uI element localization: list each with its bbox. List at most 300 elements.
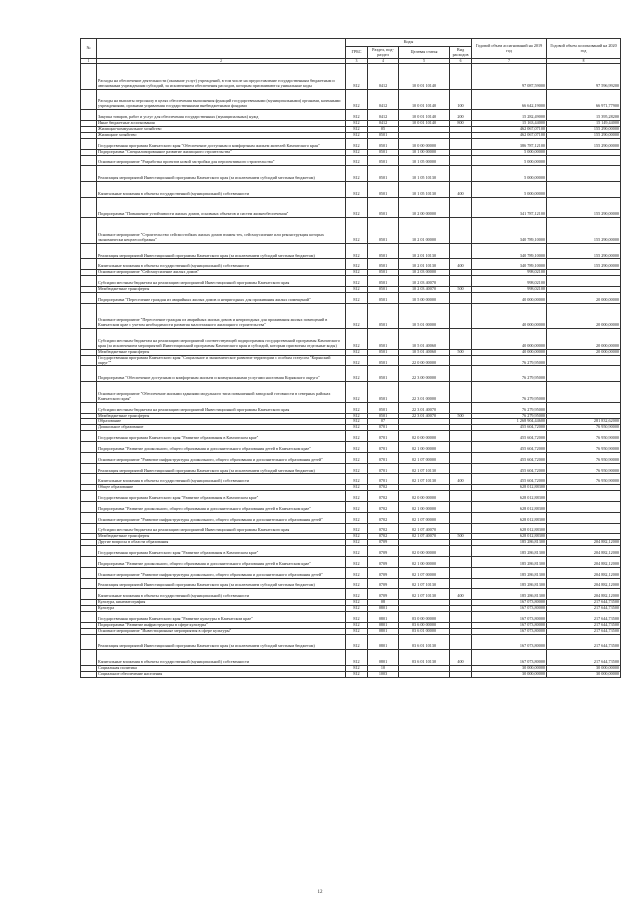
amount-2019-cell: 5 000,00000 [472, 166, 547, 182]
row-name-cell: Закупка товаров, работ и услуг для обеспечения государственных (муниципальных) нужд [97, 110, 346, 121]
target-article-cell [399, 671, 450, 677]
razdel-cell: 0501 [368, 259, 399, 270]
amount-2019-cell: 76 279,95000 [472, 355, 547, 366]
grbs-cell: 812 [346, 155, 368, 166]
expense-type-cell [450, 578, 472, 589]
grbs-cell: 812 [346, 452, 368, 463]
row-name-cell: Субсидии местным бюджетам на реализацию мероприятий соответствующей подпрограммы государственной программы Камчатского края (за исключением мероприятий Инвестиционной программы Камчатского края и субсидий, которым присвоены отдельные коды) [97, 329, 346, 350]
amount-2019-cell: 340 789,10000 [472, 218, 547, 244]
target-article-cell: 10 2 03 40070 [399, 276, 450, 287]
table-row [81, 243, 621, 259]
amount-2019-cell: 30 000,00000 [472, 671, 547, 677]
target-article-cell: 03 6 01 10130 [399, 634, 450, 650]
amount-2020-cell: 204 882,12000 [547, 546, 621, 557]
target-article-cell: 10 2 03 00000 [399, 270, 450, 276]
header-expense-type: Вид расходов [450, 47, 472, 59]
razdel-cell: 0501 [368, 286, 399, 292]
table-row [81, 431, 621, 442]
amount-2019-cell: 185 286,81300 [472, 546, 547, 557]
table-row [81, 382, 621, 403]
amount-2019-cell: 5 000,00000 [472, 149, 547, 155]
amount-2019-cell: 998,02100 [472, 276, 547, 287]
grbs-cell: 812 [346, 243, 368, 259]
table-row [81, 589, 621, 600]
budget-document-page [80, 38, 620, 678]
amount-2019-cell: 998,02100 [472, 286, 547, 292]
row-number-cell [81, 650, 97, 666]
target-article-cell: 02 1 00 00000 [399, 442, 450, 453]
table-row [81, 138, 621, 149]
amount-2020-cell [547, 355, 621, 366]
target-article-cell: 10 2 01 10130 [399, 243, 450, 259]
row-name-cell: Основное мероприятие "Обеспечение жилыми зданиями модульного типа повышенной заводской готовности в северных районах Камчатского края" [97, 382, 346, 403]
grbs-cell: 812 [346, 665, 368, 671]
expense-type-cell [450, 382, 472, 403]
column-index: 6 [450, 59, 472, 64]
table-row [81, 556, 621, 567]
amount-2020-cell: 15 395,28200 [547, 110, 621, 121]
row-number-cell [81, 501, 97, 512]
table-row [81, 166, 621, 182]
grbs-cell: 812 [346, 534, 368, 540]
table-row [81, 474, 621, 485]
target-article-cell: 02 1 00 00000 [399, 556, 450, 567]
grbs-cell: 812 [346, 292, 368, 303]
row-name-cell: Основное мероприятие "Переселение граждан из аварийных жилых домов и непригодных для проживания жилых помещений в Камчатском крае с учетом необходимости развития малоэтажного жилищного строительства" [97, 303, 346, 329]
target-article-cell: 10 1 05 10130 [399, 182, 450, 198]
row-name-cell: Расходы на выплаты персоналу в целях обеспечения выполнения функций государственными (муниципальными) органами, казенными учреждениями, органами управления государственными внебюджетными фондами [97, 89, 346, 110]
target-article-cell: 03 6 00 00000 [399, 622, 450, 628]
row-number-cell [81, 523, 97, 534]
row-name-cell: Основное мероприятие "Разработка проектов новой застройки для перспективного строительства" [97, 155, 346, 166]
expense-type-cell [450, 355, 472, 366]
amount-2019-cell: 455 604,72000 [472, 463, 547, 474]
target-article-cell: 10 0 00 00000 [399, 138, 450, 149]
amount-2019-cell: 341 787,12100 [472, 197, 547, 218]
row-name-cell: Основное мероприятие "Сейсмоусиление жилых домов" [97, 270, 346, 276]
table-row [81, 512, 621, 523]
amount-2019-cell: 97 087,59000 [472, 64, 547, 90]
amount-2020-cell [547, 382, 621, 403]
amount-2020-cell: 76 950,90000 [547, 474, 621, 485]
row-number-cell [81, 431, 97, 442]
row-name-cell: Основное мероприятие "Строительство сейсмостойких жилых домов взамен тех, сейсмоусиление или реконструкция которых экономически нецелесообразны" [97, 218, 346, 244]
row-name-cell: Подпрограмма "Специализированное развитие жилищного строительства" [97, 149, 346, 155]
amount-2019-cell: 15 163,44000 [472, 121, 547, 127]
row-name-cell: Расходы на обеспечение деятельности (оказание услуг) учреждений, в том числе на предоставление государственным бюджетным и автономным учреждениям субсидий, за исключением обеспечения расходов, которым присваиваются уникальные коды [97, 64, 346, 90]
amount-2020-cell [547, 523, 621, 534]
target-article-cell: 10 0 01 10140 [399, 110, 450, 121]
target-article-cell: 10 0 01 10140 [399, 121, 450, 127]
target-article-cell: 22 3 00 00000 [399, 366, 450, 382]
razdel-cell: 0702 [368, 501, 399, 512]
razdel-cell: 0501 [368, 329, 399, 350]
table-body [81, 64, 621, 678]
table-row [81, 452, 621, 463]
table-row [81, 259, 621, 270]
table-row [81, 501, 621, 512]
row-name-cell: Основное мероприятие "Развитие инфраструктуры дошкольного, общего образования и дополнительного образования детей" [97, 512, 346, 523]
expense-type-cell: 400 [450, 474, 472, 485]
grbs-cell: 812 [346, 121, 368, 127]
amount-2019-cell: 998,02100 [472, 270, 547, 276]
amount-2019-cell: 1 268 904,44600 [472, 419, 547, 425]
row-number-cell [81, 182, 97, 198]
amount-2020-cell: 204 882,12000 [547, 540, 621, 546]
expense-type-cell [450, 523, 472, 534]
amount-2020-cell [547, 182, 621, 198]
row-number-cell [81, 329, 97, 350]
amount-2020-cell: 204 882,12000 [547, 556, 621, 567]
row-name-cell: Основное мероприятие "Развитие инфраструктуры дошкольного, общего образования и дополнительного образования детей" [97, 567, 346, 578]
row-name-cell: Субсидии местным бюджетам на реализацию мероприятий Инвестиционной программы Камчатского края [97, 402, 346, 413]
amount-2019-cell: 76 279,95000 [472, 402, 547, 413]
row-name-cell: Межбюджетные трансферты [97, 413, 346, 419]
target-article-cell: 10 5 01 40060 [399, 349, 450, 355]
amount-2020-cell: 204 882,12000 [547, 589, 621, 600]
target-article-cell: 10 1 05 00000 [399, 155, 450, 166]
expense-type-cell: 400 [450, 182, 472, 198]
grbs-cell: 812 [346, 127, 368, 133]
table-row [81, 89, 621, 110]
grbs-cell: 812 [346, 546, 368, 557]
razdel-cell: 0501 [368, 218, 399, 244]
amount-2019-cell: 15 282,49000 [472, 110, 547, 121]
amount-2019-cell: 167 073,80000 [472, 650, 547, 666]
amount-2020-cell: 66 971,77900 [547, 89, 621, 110]
razdel-cell: 0501 [368, 366, 399, 382]
target-article-cell: 10 5 00 00000 [399, 292, 450, 303]
grbs-cell: 812 [346, 419, 368, 425]
header-razdel: Раздел, под-раздел [368, 47, 399, 59]
amount-2019-cell: 386 787,12100 [472, 138, 547, 149]
grbs-cell: 812 [346, 650, 368, 666]
row-number-cell [81, 138, 97, 149]
razdel-cell: 0709 [368, 578, 399, 589]
row-name-cell: Жилищное хозяйство [97, 132, 346, 138]
row-number-cell [81, 276, 97, 287]
grbs-cell: 812 [346, 540, 368, 546]
target-article-cell: 03 6 01 10130 [399, 650, 450, 666]
target-article-cell: 02 1 07 10130 [399, 474, 450, 485]
amount-2019-cell: 455 604,72000 [472, 425, 547, 431]
expense-type-cell [450, 671, 472, 677]
table-row [81, 197, 621, 218]
row-name-cell: Государственная программа Камчатского края "Развитие образования в Камчатском крае" [97, 431, 346, 442]
amount-2019-cell: 462 067,07100 [472, 127, 547, 133]
expense-type-cell [450, 276, 472, 287]
grbs-cell: 812 [346, 64, 368, 90]
expense-type-cell [450, 501, 472, 512]
header-grbs: ГРБС [346, 47, 368, 59]
row-name-cell: Культура, кинематография [97, 600, 346, 606]
amount-2019-cell: 628 012,88300 [472, 534, 547, 540]
row-name-cell: Реализация мероприятий Инвестиционной программы Камчатского края (за исключением субсидий местным бюджетам) [97, 634, 346, 650]
grbs-cell: 812 [346, 138, 368, 149]
target-article-cell: 02 1 07 10130 [399, 463, 450, 474]
column-index: 3 [346, 59, 368, 64]
row-number-cell [81, 578, 97, 589]
razdel-cell: 0501 [368, 349, 399, 355]
target-article-cell: 10 1 05 10130 [399, 166, 450, 182]
razdel-cell: 0501 [368, 303, 399, 329]
expense-type-cell [450, 556, 472, 567]
target-article-cell: 02 0 00 00000 [399, 546, 450, 557]
target-article-cell: 02 1 07 40070 [399, 523, 450, 534]
grbs-cell: 812 [346, 276, 368, 287]
table-row [81, 546, 621, 557]
grbs-cell: 812 [346, 149, 368, 155]
amount-2019-cell: 167 073,80000 [472, 622, 547, 628]
expense-type-cell: 100 [450, 89, 472, 110]
target-article-cell: 10 0 01 10140 [399, 64, 450, 90]
amount-2019-cell: 167 073,80000 [472, 600, 547, 606]
row-number-cell [81, 218, 97, 244]
header-codes: Коды [346, 39, 472, 47]
amount-2020-cell [547, 155, 621, 166]
grbs-cell: 812 [346, 628, 368, 634]
row-name-cell: Социальная политика [97, 665, 346, 671]
grbs-cell: 812 [346, 132, 368, 138]
grbs-cell: 812 [346, 512, 368, 523]
amount-2019-cell: 5 000,00000 [472, 182, 547, 198]
target-article-cell: 02 1 00 00000 [399, 501, 450, 512]
razdel-cell: 0501 [368, 355, 399, 366]
row-name-cell: Межбюджетные трансферты [97, 534, 346, 540]
table-row [81, 650, 621, 666]
grbs-cell: 812 [346, 197, 368, 218]
row-number-cell [81, 567, 97, 578]
table-row [81, 567, 621, 578]
expense-type-cell [450, 329, 472, 350]
amount-2020-cell: 76 950,90000 [547, 431, 621, 442]
table-row [81, 611, 621, 622]
column-index: 8 [547, 59, 621, 64]
expense-type-cell: 800 [450, 121, 472, 127]
grbs-cell: 812 [346, 259, 368, 270]
amount-2019-cell: 167 073,80000 [472, 611, 547, 622]
amount-2020-cell: 97 596,99200 [547, 64, 621, 90]
row-number-cell [81, 292, 97, 303]
row-number-cell [81, 442, 97, 453]
grbs-cell: 812 [346, 425, 368, 431]
razdel-cell: 0701 [368, 463, 399, 474]
amount-2020-cell: 155 290,00000 [547, 259, 621, 270]
target-article-cell: 02 0 00 00000 [399, 431, 450, 442]
row-name-cell: Подпрограмма "Обеспечение доступным и комфортным жильем и коммунальными услугами населения Корякского округа" [97, 366, 346, 382]
expense-type-cell [450, 546, 472, 557]
amount-2019-cell: 185 286,81300 [472, 578, 547, 589]
row-name-cell: Жилищно-коммунальное хозяйство [97, 127, 346, 133]
amount-2020-cell: 30 000,00000 [547, 671, 621, 677]
row-number-cell [81, 259, 97, 270]
table-row [81, 182, 621, 198]
razdel-cell: 0412 [368, 121, 399, 127]
target-article-cell: 02 1 07 10130 [399, 589, 450, 600]
razdel-cell: 0702 [368, 491, 399, 502]
razdel-cell: 0702 [368, 485, 399, 491]
row-name-cell: Основное мероприятие "Развитие инфраструктуры дошкольного, общего образования и дополнительного образования детей" [97, 452, 346, 463]
row-number-cell [81, 546, 97, 557]
table-row [81, 276, 621, 287]
grbs-cell: 812 [346, 491, 368, 502]
amount-2019-cell: 455 604,72000 [472, 452, 547, 463]
amount-2019-cell: 628 012,88300 [472, 501, 547, 512]
expense-type-cell: 400 [450, 589, 472, 600]
amount-2019-cell: 455 604,72000 [472, 474, 547, 485]
expense-type-cell [450, 155, 472, 166]
grbs-cell: 812 [346, 355, 368, 366]
amount-2019-cell: 185 286,81300 [472, 589, 547, 600]
razdel-cell: 0412 [368, 64, 399, 90]
table-row [81, 110, 621, 121]
target-article-cell: 22 3 01 40070 [399, 402, 450, 413]
row-number-cell [81, 89, 97, 110]
amount-2019-cell: 628 012,88300 [472, 491, 547, 502]
amount-2020-cell: 20 000,00000 [547, 303, 621, 329]
target-article-cell: 22 0 00 00000 [399, 355, 450, 366]
expense-type-cell: 500 [450, 286, 472, 292]
grbs-cell: 812 [346, 89, 368, 110]
amount-2019-cell: 185 286,81300 [472, 567, 547, 578]
row-number-cell [81, 671, 97, 677]
row-name-cell: Субсидии местным бюджетам на реализацию мероприятий Инвестиционной программы Камчатского края [97, 523, 346, 534]
column-index: 2 [97, 59, 346, 64]
grbs-cell: 812 [346, 611, 368, 622]
row-number-cell [81, 611, 97, 622]
razdel-cell: 0501 [368, 138, 399, 149]
razdel-cell: 0501 [368, 182, 399, 198]
target-article-cell: 02 1 07 40070 [399, 534, 450, 540]
razdel-cell: 0501 [368, 155, 399, 166]
razdel-cell: 0701 [368, 442, 399, 453]
expense-type-cell [450, 166, 472, 182]
row-name-cell: Капитальные вложения в объекты государственной (муниципальной) собственности [97, 650, 346, 666]
amount-2019-cell: 30 000,00000 [472, 665, 547, 671]
row-name-cell: Культура [97, 606, 346, 612]
table-row [81, 218, 621, 244]
grbs-cell: 812 [346, 442, 368, 453]
razdel-cell: 0501 [368, 243, 399, 259]
grbs-cell: 812 [346, 431, 368, 442]
expense-type-cell [450, 634, 472, 650]
grbs-cell: 812 [346, 303, 368, 329]
target-article-cell: 02 1 07 00000 [399, 567, 450, 578]
razdel-cell: 0801 [368, 628, 399, 634]
column-index: 7 [472, 59, 547, 64]
target-article-cell: 03 6 01 00000 [399, 628, 450, 634]
expense-type-cell [450, 512, 472, 523]
razdel-cell: 0701 [368, 425, 399, 431]
row-number-cell [81, 64, 97, 90]
razdel-cell: 07 [368, 419, 399, 425]
row-name-cell: Реализация мероприятий Инвестиционной программы Камчатского края (за исключением субсидий местным бюджетам) [97, 166, 346, 182]
razdel-cell: 0501 [368, 413, 399, 419]
table-row [81, 366, 621, 382]
razdel-cell: 0709 [368, 540, 399, 546]
amount-2019-cell: 628 012,88300 [472, 485, 547, 491]
row-number-cell [81, 556, 97, 567]
grbs-cell: 812 [346, 671, 368, 677]
razdel-cell: 10 [368, 665, 399, 671]
table-row [81, 355, 621, 366]
amount-2020-cell: 155 290,00000 [547, 127, 621, 133]
row-number-cell [81, 382, 97, 403]
amount-2019-cell: 340 789,10000 [472, 243, 547, 259]
amount-2020-cell: 76 950,90000 [547, 425, 621, 431]
row-name-cell: Межбюджетные трансферты [97, 349, 346, 355]
amount-2020-cell: 217 644,73500 [547, 606, 621, 612]
target-article-cell: 22 3 01 40070 [399, 413, 450, 419]
expense-type-cell [450, 138, 472, 149]
razdel-cell: 0412 [368, 89, 399, 110]
amount-2020-cell: 155 290,00000 [547, 243, 621, 259]
row-name-cell: Подпрограмма "Повышение устойчивости жилых домов, основных объектов и систем жизнеобеспечения" [97, 197, 346, 218]
razdel-cell: 0709 [368, 567, 399, 578]
amount-2019-cell: 455 604,72000 [472, 431, 547, 442]
row-name-cell: Капитальные вложения в объекты государственной (муниципальной) собственности [97, 589, 346, 600]
amount-2019-cell: 76 279,95000 [472, 366, 547, 382]
row-name-cell: Государственная программа Камчатского края "Развитие образования в Камчатском крае" [97, 491, 346, 502]
razdel-cell: 0801 [368, 634, 399, 650]
table-row [81, 634, 621, 650]
razdel-cell: 08 [368, 600, 399, 606]
row-number-cell [81, 155, 97, 166]
grbs-cell: 812 [346, 218, 368, 244]
grbs-cell: 812 [346, 270, 368, 276]
expense-type-cell: 400 [450, 650, 472, 666]
grbs-cell: 812 [346, 463, 368, 474]
target-article-cell: 10 5 01 00000 [399, 303, 450, 329]
column-index: 5 [399, 59, 450, 64]
row-number-cell [81, 463, 97, 474]
table-row [81, 671, 621, 677]
expense-type-cell: 400 [450, 259, 472, 270]
razdel-cell: 0501 [368, 270, 399, 276]
target-article-cell: 03 0 00 00000 [399, 611, 450, 622]
target-article-cell: 10 1 00 00000 [399, 149, 450, 155]
amount-2020-cell: 20 000,00000 [547, 292, 621, 303]
row-name-cell: Общее образование [97, 485, 346, 491]
amount-2020-cell: 76 950,90000 [547, 452, 621, 463]
row-number-cell [81, 303, 97, 329]
razdel-cell: 0501 [368, 402, 399, 413]
amount-2020-cell: 155 290,00000 [547, 138, 621, 149]
expense-type-cell [450, 197, 472, 218]
row-number-cell [81, 512, 97, 523]
amount-2019-cell: 462 067,07100 [472, 132, 547, 138]
row-number-cell [81, 166, 97, 182]
row-name-cell: Дошкольное образование [97, 425, 346, 431]
row-name-cell: Реализация мероприятий Инвестиционной программы Камчатского края (за исключением субсидий местным бюджетам) [97, 578, 346, 589]
table-row [81, 64, 621, 90]
amount-2019-cell: 167 073,80000 [472, 628, 547, 634]
amount-2019-cell: 66 642,19000 [472, 89, 547, 110]
target-article-cell: 10 5 01 40060 [399, 329, 450, 350]
razdel-cell: 0702 [368, 534, 399, 540]
grbs-cell: 812 [346, 286, 368, 292]
expense-type-cell [450, 292, 472, 303]
expense-type-cell [450, 243, 472, 259]
grbs-cell: 812 [346, 523, 368, 534]
row-name-cell: Основное мероприятие "Инвестиционные мероприятия в сфере культуры" [97, 628, 346, 634]
row-number-cell [81, 634, 97, 650]
amount-2020-cell [547, 402, 621, 413]
budget-table [80, 38, 621, 678]
amount-2020-cell [547, 366, 621, 382]
row-name-cell: Социальное обеспечение населения [97, 671, 346, 677]
table-row [81, 578, 621, 589]
